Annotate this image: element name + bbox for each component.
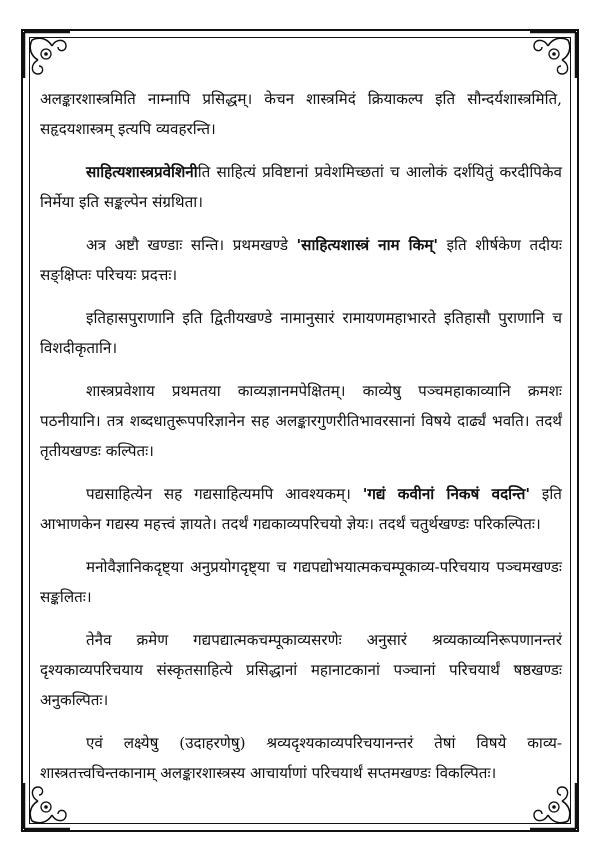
paragraph bbox=[40, 625, 562, 715]
paragraph bbox=[40, 479, 562, 539]
paragraph-text: इति आभाणकेन गद्यस्य महत्त्वं ज्ञायते। तदर्थं गद्यकाव्यपरिचयो ज्ञेयः। तदर्थं चतुर्थखण्डः परिकल्पितः। bbox=[40, 485, 562, 533]
paragraph-text: पद्यसाहित्येन सह गद्यसाहित्यमपि आवश्यकम्। bbox=[86, 485, 363, 503]
paragraph bbox=[40, 376, 562, 466]
paragraph bbox=[40, 303, 562, 363]
paragraph-text: तेनैव क्रमेण गद्यपद्यात्मकचम्पूकाव्यसरणेः अनुसारं श्रव्यकाव्यनिरूपणानन्तरं दृश्यकाव्यपरिचयाय संस्कृतसाहित्ये प्रसिद्धानां महानाटकानां पञ्चानां परिचयार्थं षष्ठखण्डः अनुकल्पितः। bbox=[40, 631, 562, 709]
paragraph-text: अत्र अष्टौ खण्डाः सन्ति। प्रथमखण्डे bbox=[86, 236, 297, 254]
paragraph bbox=[40, 230, 562, 290]
paragraph-text: इतिहासपुराणानि इति द्वितीयखण्डे नामानुसारं रामायणमहाभारते इतिहासौ पुराणानि च विशदीकृतानि। bbox=[40, 309, 562, 357]
paragraph bbox=[40, 728, 562, 788]
paragraph-bold-text: 'साहित्यशास्त्रं नाम किम्' bbox=[296, 236, 438, 254]
paragraph-bold-text: 'गद्यं कवीनां निकषं वदन्ति' bbox=[362, 485, 531, 503]
paragraph-bold-text: साहित्यशास्त्रप्रवेशिनी bbox=[86, 163, 198, 181]
paragraph-text: इति शीर्षकेण तदीयः सङ्क्षिप्तः परिचयः प्रदत्तः। bbox=[40, 236, 562, 284]
corner-ornament-icon bbox=[528, 30, 578, 80]
corner-ornament-icon bbox=[22, 30, 72, 80]
paragraph-text: एवं लक्ष्येषु (उदाहरणेषु) श्रव्यदृश्यकाव्यपरिचयानन्तरं तेषां विषये काव्य-शास्त्रतत्त्वचिन्तकानाम् अलङ्कारशास्त्रस्य आचार्याणां परिचयार्थं सप्तमखण्डः विकल्पितः। bbox=[40, 734, 562, 782]
paragraph-text: ति साहित्यं प्रविष्टानां प्रवेशमिच्छतां च आलोकं दर्शयितुं करदीपिकेव निर्मेया इति सङ्कल्पेन संग्रथिता। bbox=[40, 163, 562, 211]
paragraph bbox=[40, 552, 562, 612]
paragraph bbox=[40, 84, 562, 144]
paragraph bbox=[40, 157, 562, 217]
paragraph-text: अलङ्कारशास्त्रमिति नाम्नापि प्रसिद्धम्। केचन शास्त्रमिदं क्रियाकल्प इति सौन्दर्यशास्त्रमिति, सहृदयशास्त्रम् इत्यपि व्यवहरन्ति। bbox=[40, 90, 562, 138]
paragraph-text: मनोवैज्ञानिकदृष्ट्या अनुप्रयोगदृष्ट्या च गद्यपद्योभयात्मकचम्पूकाव्य-परिचयाय पञ्चमखण्डः सङ्कलितः। bbox=[40, 558, 562, 606]
paragraph-text: शास्त्रप्रवेशाय प्रथमतया काव्यज्ञानमपेक्षितम्। काव्येषु पञ्चमहाकाव्यानि क्रमशः पठनीयानि। तत्र शब्दधातुरूपपरिज्ञानेन सह अलङ्कारगुणरीतिभावरसानां विषये दार्ढ्यं भवति। तदर्थं तृतीयखण्डः कल्पितः। bbox=[40, 382, 562, 460]
page-body bbox=[40, 84, 562, 801]
